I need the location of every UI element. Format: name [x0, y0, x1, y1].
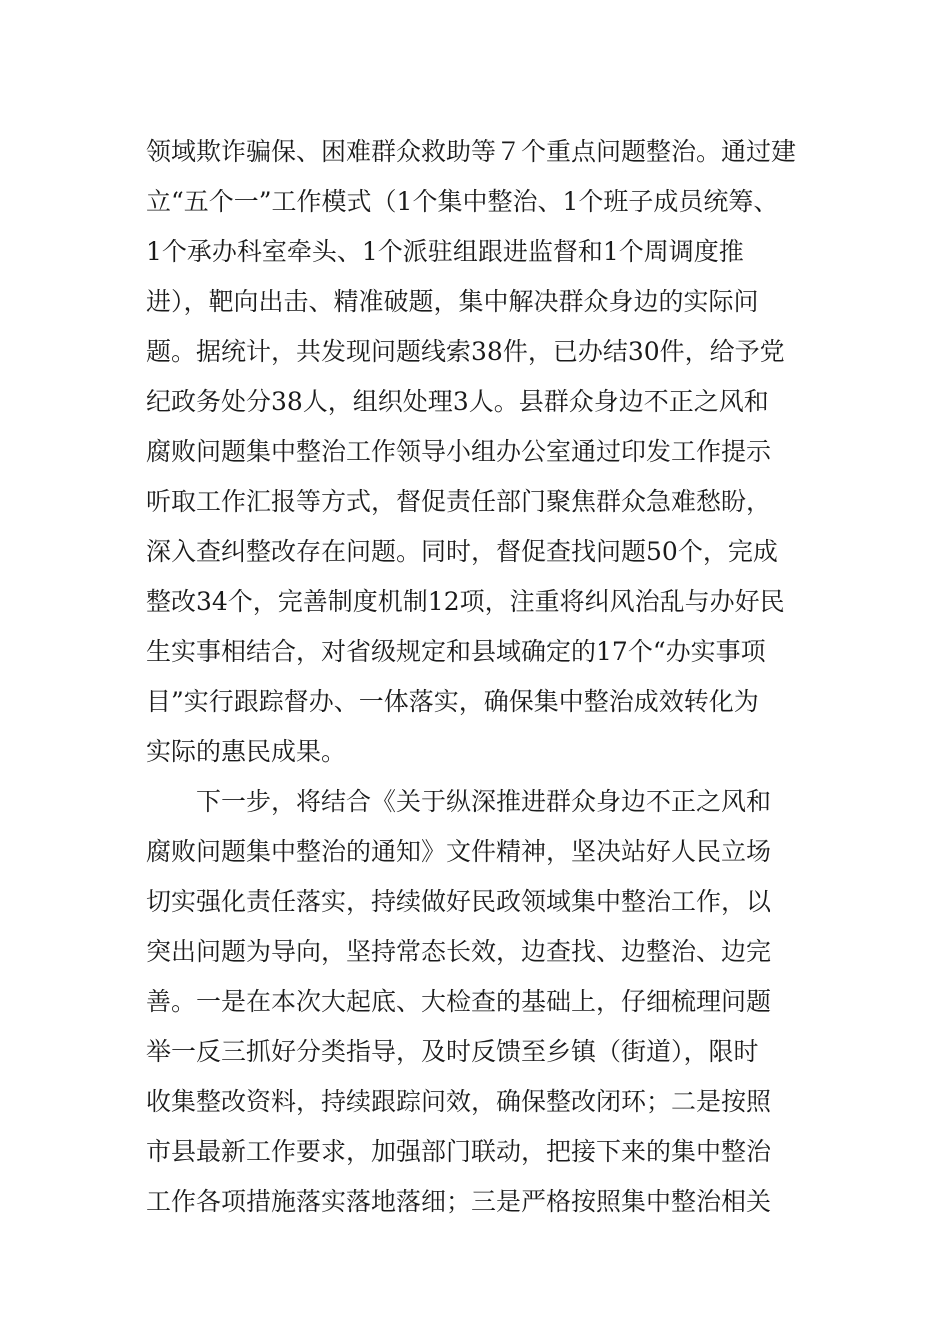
text-line: 腐败问题集中整治工作领导小组办公室通过印发工作提示 [146, 437, 772, 466]
text-line: 领域欺诈骗保、困难群众救助等７个重点问题整治。通过建 [146, 137, 797, 166]
text-line: 举一反三抓好分类指导，及时反馈至乡镇（街道），限时 [146, 1037, 759, 1066]
text-line: 深入查纠整改存在问题。同时，督促查找问题50个，完成 [146, 537, 778, 566]
text-line: 善。一是在本次大起底、大检查的基础上，仔细梳理问题 [146, 987, 772, 1016]
text-line: 腐败问题集中整治的通知》文件精神，坚决站好人民立场 [146, 837, 772, 866]
text-line: 进），靶向出击、精准破题，集中解决群众身边的实际问 [146, 287, 759, 316]
text-line: 题。据统计，共发现问题线索38件，已办结30件，给予党 [146, 337, 785, 366]
text-line: 工作各项措施落实落地落细；三是严格按照集中整治相关 [146, 1187, 772, 1216]
text-line: 市县最新工作要求，加强部门联动，把接下来的集中整治 [146, 1137, 772, 1166]
text-line: 切实强化责任落实，持续做好民政领域集中整治工作，以 [146, 887, 772, 916]
text-line: 听取工作汇报等方式，督促责任部门聚焦群众急难愁盼， [146, 487, 772, 516]
text-line: 立“五个一”工作模式（1个集中整治、1个班子成员统筹、 [146, 187, 779, 216]
text-line: 收集整改资料，持续跟踪问效，确保整改闭环；二是按照 [146, 1087, 772, 1116]
text-line: 纪政务处分38人，组织处理3人。县群众身边不正之风和 [146, 387, 769, 416]
paragraph-first-line: 下一步，将结合《关于纵深推进群众身边不正之风和 [196, 787, 772, 816]
text-line: 1个承办科室牵头、1个派驻组跟进监督和1个周调度推 [146, 237, 744, 266]
text-line: 实际的惠民成果。 [146, 737, 347, 766]
text-line: 整改34个，完善制度机制12项，注重将纠风治乱与办好民 [146, 587, 785, 616]
text-line: 目”实行跟踪督办、一体落实，确保集中整治成效转化为 [146, 687, 759, 716]
text-line: 生实事相结合，对省级规定和县域确定的17个“办实事项 [146, 637, 766, 666]
text-line: 突出问题为导向，坚持常态长效，边查找、边整治、边完 [146, 937, 772, 966]
